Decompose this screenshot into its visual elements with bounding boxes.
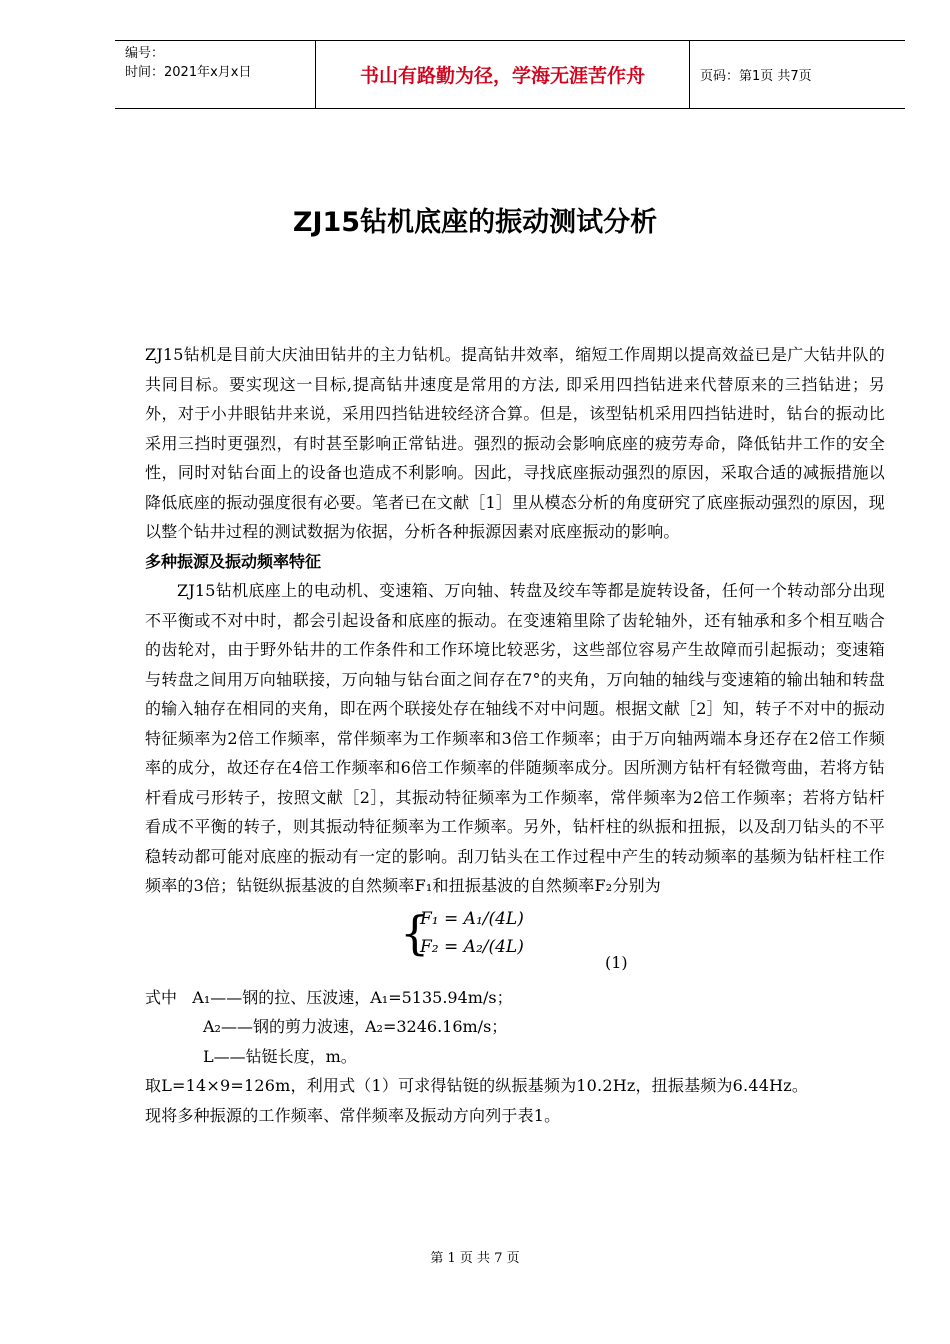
intro-paragraph: ZJ15钻机是目前大庆油田钻井的主力钻机。提高钻井效率，缩短工作周期以提高效益已是广大钻井队的共同目标。要实现这一目标,提高钻井速度是常用的方法, 即采用四挡钻进来代替原来的三挡钻进；另外，对于小井眼钻井来说，采用四挡钻进较经济合算。但是，该型钻机采用四挡钻进时，钻台的振动比采用三挡时更强烈，有时甚至影响正常钻进。强烈的振动会影响底座的疲劳寿命，降低钻井工作的安全性，同时对钻台面上的设备也造成不利影响。因此，寻找底座振动强烈的原因，采取合适的减振措施以降低底座的振动强度很有必要。笔者已在文献［1］里从模态分析的角度研究了底座振动强烈的原因，现以整个钻井过程的测试数据为依据，分析各种振源因素对底座振动的影响。 <box>145 345 885 541</box>
header-motto: 书山有路勤为径，学海无涯苦作舟 <box>315 41 690 108</box>
page-footer: 第 1 页 共 7 页 <box>430 1251 520 1266</box>
header-number-label: 编号： <box>125 46 165 61</box>
definition-l: L——钻铤长度，m。 <box>203 1046 357 1066</box>
definition-a1: A₁——钢的拉、压波速，A₁=5135.94m/s； <box>192 987 513 1007</box>
document-body <box>145 340 885 1130</box>
body-paragraph: ZJ15钻机底座上的电动机、变速箱、万向轴、转盘及绞车等都是旋转设备，任何一个转动部分出现不平衡或不对中时，都会引起设备和底座的振动。在变速箱里除了齿轮轴外，还有轴承和多个相互啮合的齿轮对，由于野外钻井的工作条件和工作环境比较恶劣，这些部位容易产生故障而引起振动；变速箱与转盘之间用万向轴联接，万向轴与钻台面之间存在7°的夹角，万向轴的轴线与变速箱的输出轴和转盘的输入轴存在相同的夹角，即在两个联接处存在轴线不对中问题。根据文献［2］知，转子不对中的振动特征频率为2倍工作频率，常伴频率为工作频率和3倍工作频率；由于万向轴两端本身还存在2倍工作频率的成分，故还存在4倍工作频率和6倍工作频率的伴随频率成分。因所测方钻杆有轻微弯曲，若将方钻杆看成弓形转子，按照文献［2］，其振动特征频率为工作频率，常伴频率为2倍工作频率；若将方钻杆看成不平衡的转子，则其振动特征频率为工作频率。另外，钻杆柱的纵振和扭振，以及刮刀钻头的不平稳转动都可能对底座的振动有一定的影响。刮刀钻头在工作过程中产生的转动频率的基频为钻杆柱工作频率的3倍；钻铤纵振基波的自然频率F₁和扭振基波的自然频率F₂分别为 <box>145 581 885 895</box>
conclusion-line-2: 现将多种振源的工作频率、常伴频率及振动方向列于表1。 <box>145 1105 561 1125</box>
header-page-info: 页码：第1页 共7页 <box>700 69 812 84</box>
section-heading: 多种振源及振动频率特征 <box>145 551 322 571</box>
definitions <box>145 983 885 1072</box>
definition-lead: 式中 <box>145 987 178 1007</box>
formula-block <box>145 903 885 983</box>
formula-brace-icon: { <box>400 905 430 960</box>
header-meta <box>115 41 315 108</box>
definition-a1-row <box>145 983 885 1013</box>
formula-line-1: F₁ = A₁/(4L) <box>420 908 524 929</box>
formula-line-2: F₂ = A₂/(4L) <box>420 936 524 957</box>
formula-number: (1) <box>605 952 628 972</box>
document-header <box>115 40 905 109</box>
definition-a2: A₂——钢的剪力波速，A₂=3246.16m/s； <box>203 1017 508 1036</box>
document-title: ZJ15钻机底座的振动测试分析 <box>292 207 658 238</box>
header-time-label: 时间：2021年x月x日 <box>125 65 252 80</box>
conclusion-line-1: 取L=14×9=126m，利用式（1）可求得钻铤的纵振基频为10.2Hz，扭振基频为6.44Hz。 <box>145 1076 809 1095</box>
